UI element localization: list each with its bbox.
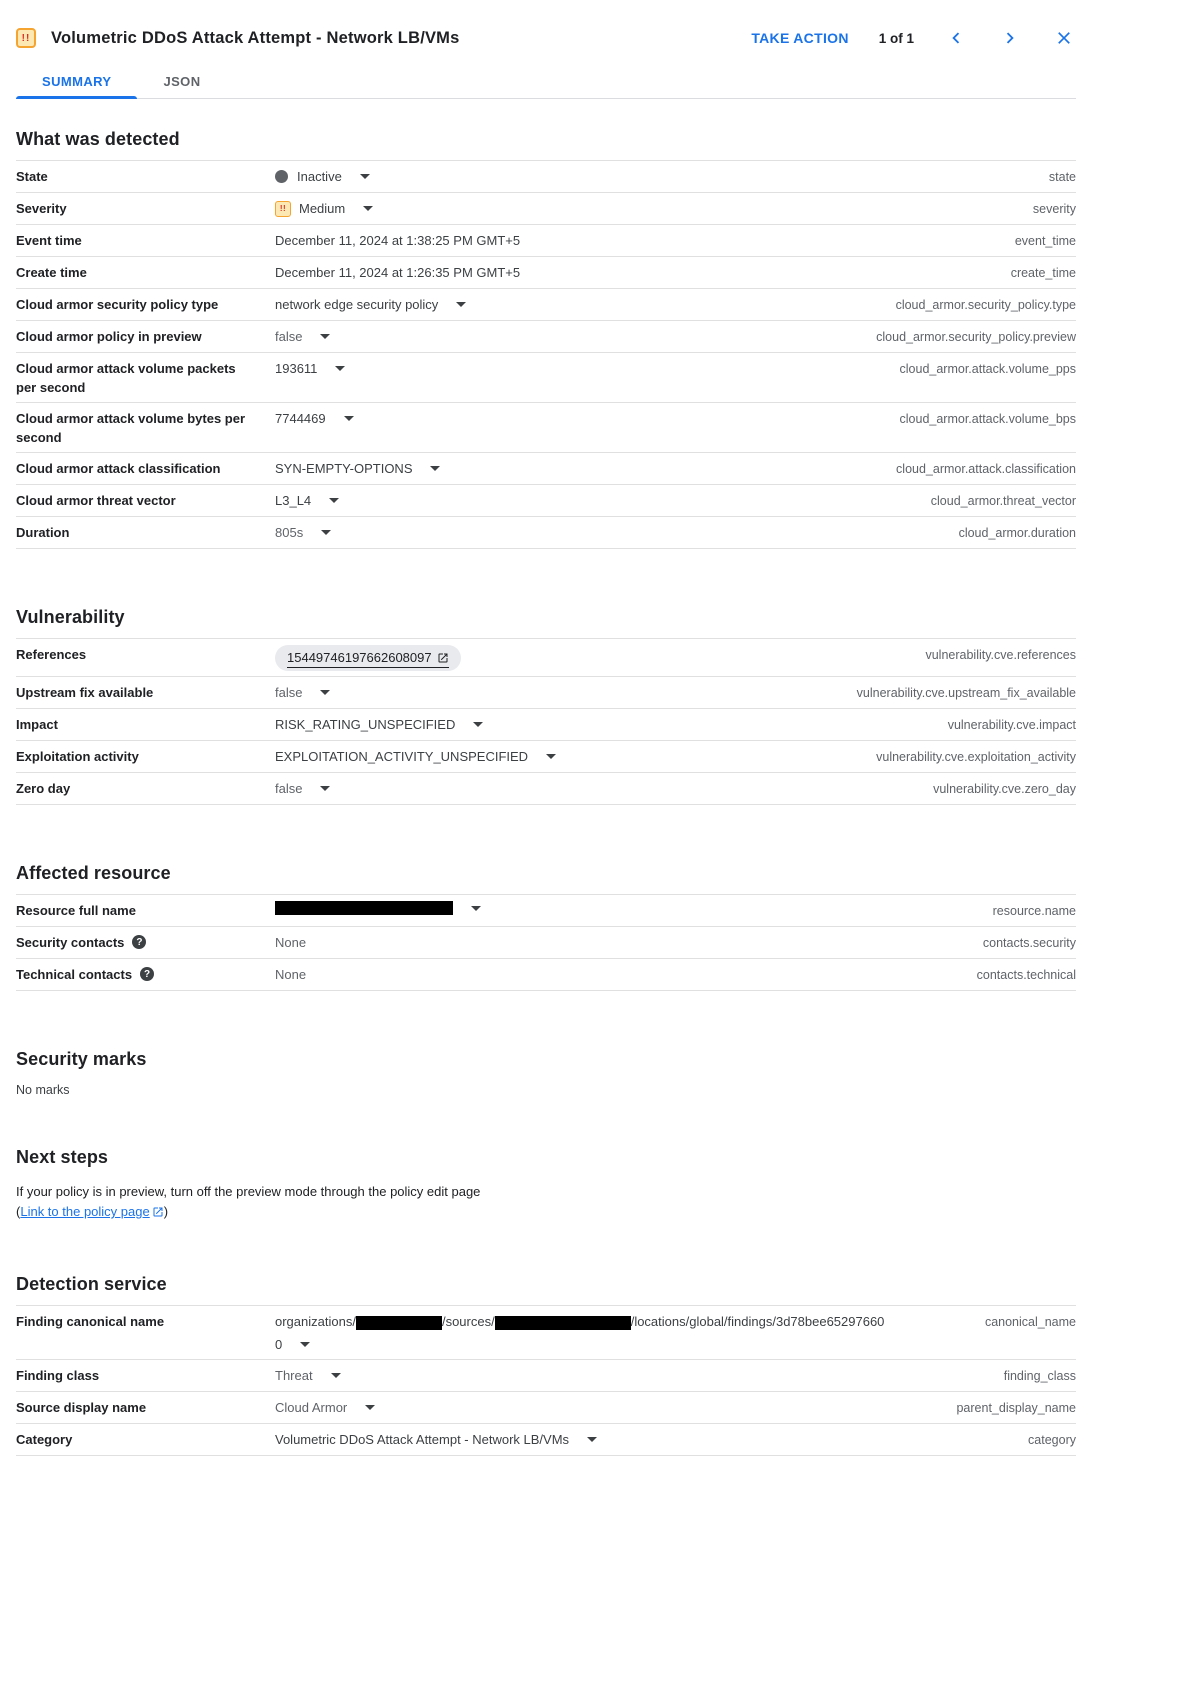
close-icon xyxy=(1054,28,1074,48)
row-value: organizations/ /sources/ /locations/global/findings/3d78bee65297660 0 xyxy=(275,1314,885,1352)
row-value: false xyxy=(275,329,303,344)
chevron-down-icon[interactable] xyxy=(430,466,440,471)
section-title-what-was-detected: What was detected xyxy=(16,129,180,149)
row-label: Cloud armor threat vector xyxy=(16,493,176,508)
attribute-key: cloud_armor.security_policy.preview xyxy=(876,330,1076,344)
row-value: None xyxy=(275,935,307,950)
table-row-category xyxy=(16,1424,1076,1456)
row-label: Category xyxy=(16,1432,73,1447)
tab-summary[interactable]: SUMMARY xyxy=(16,64,137,98)
previous-finding-button[interactable] xyxy=(944,26,968,50)
row-value: 193611 xyxy=(275,361,318,376)
attribute-key: canonical_name xyxy=(984,1315,1076,1329)
row-label: Cloud armor attack volume bytes per second xyxy=(16,411,246,445)
row-label: Severity xyxy=(16,201,67,216)
chevron-left-icon xyxy=(945,27,967,49)
row-label: Duration xyxy=(16,525,70,540)
chevron-down-icon[interactable] xyxy=(300,1342,310,1347)
row-label: Zero day xyxy=(16,781,71,796)
row-label: Impact xyxy=(16,717,58,732)
row-label: Cloud armor attack volume packets per second xyxy=(16,361,236,395)
row-value: network edge security policy xyxy=(275,297,439,312)
attribute-key: cloud_armor.attack.volume_pps xyxy=(899,362,1076,376)
section-title-affected-resource: Affected resource xyxy=(16,863,171,883)
row-value: 7744469 xyxy=(275,411,326,426)
row-value: Medium xyxy=(299,201,346,216)
attribute-key: cloud_armor.security_policy.type xyxy=(895,298,1076,312)
table-row-volume-pps xyxy=(16,353,1076,403)
table-row-volume-bps xyxy=(16,403,1076,453)
chevron-down-icon[interactable] xyxy=(320,334,330,339)
attribute-key: vulnerability.cve.references xyxy=(925,648,1076,662)
medium-severity-icon: !! xyxy=(16,28,36,48)
row-value: EXPLOITATION_ACTIVITY_UNSPECIFIED xyxy=(275,749,529,764)
chevron-down-icon[interactable] xyxy=(344,416,354,421)
attribute-key: parent_display_name xyxy=(956,1401,1076,1415)
table-row-attack-classification xyxy=(16,453,1076,485)
close-panel-button[interactable] xyxy=(1052,26,1076,50)
attribute-key: create_time xyxy=(1010,266,1076,280)
section-title-security-marks: Security marks xyxy=(16,1049,147,1069)
row-label: Security contacts xyxy=(16,935,125,950)
chevron-down-icon[interactable] xyxy=(363,206,373,211)
row-label: References xyxy=(16,647,87,662)
row-value: false xyxy=(275,685,303,700)
row-label: Exploitation activity xyxy=(16,749,139,764)
attribute-key: cloud_armor.attack.volume_bps xyxy=(899,412,1076,426)
attribute-key: contacts.security xyxy=(982,936,1076,950)
section-title-next-steps: Next steps xyxy=(16,1147,109,1167)
help-icon[interactable]: ? xyxy=(132,935,146,949)
tab-json[interactable]: JSON xyxy=(137,64,226,98)
redacted-resource-name xyxy=(275,901,453,915)
open-in-new-icon xyxy=(152,1206,164,1218)
attribute-key: vulnerability.cve.impact xyxy=(947,718,1076,732)
tab-bar xyxy=(16,64,1076,99)
state-inactive-icon xyxy=(275,170,288,183)
redacted-organization-id xyxy=(356,1316,442,1330)
chevron-down-icon[interactable] xyxy=(320,690,330,695)
row-value: L3_L4 xyxy=(275,493,312,508)
row-value: 805s xyxy=(275,525,304,540)
table-row-create-time xyxy=(16,257,1076,289)
row-label: Create time xyxy=(16,265,87,280)
row-label: Finding class xyxy=(16,1368,100,1383)
table-row-technical-contacts xyxy=(16,959,1076,991)
chevron-down-icon[interactable] xyxy=(471,906,481,911)
table-row-state xyxy=(16,161,1076,193)
attribute-key: vulnerability.cve.upstream_fix_available xyxy=(856,686,1076,700)
row-value: Threat xyxy=(275,1368,313,1383)
table-row-resource-name xyxy=(16,895,1076,927)
row-label: Resource full name xyxy=(16,903,136,918)
attribute-key: finding_class xyxy=(1003,1369,1076,1383)
row-value: Volumetric DDoS Attack Attempt - Network LB/VMs xyxy=(275,1432,570,1447)
table-row-exploitation-activity xyxy=(16,741,1076,773)
table-row-policy-preview xyxy=(16,321,1076,353)
pagination-label: 1 of 1 xyxy=(878,30,914,46)
chevron-down-icon[interactable] xyxy=(365,1405,375,1410)
affected-resource-table xyxy=(16,894,1076,991)
attribute-key: state xyxy=(1048,170,1076,184)
table-row-severity xyxy=(16,193,1076,225)
next-steps-text: If your policy is in preview, turn off the preview mode through the policy edit page (Link to the policy page ) xyxy=(16,1184,481,1219)
row-label: State xyxy=(16,169,48,184)
table-row-finding-class xyxy=(16,1360,1076,1392)
chevron-down-icon[interactable] xyxy=(320,786,330,791)
table-row-source-display-name xyxy=(16,1392,1076,1424)
detected-table xyxy=(16,160,1076,549)
row-value: RISK_RATING_UNSPECIFIED xyxy=(275,717,456,732)
attribute-key: category xyxy=(1028,1433,1076,1447)
finding-header xyxy=(16,0,1076,50)
medium-severity-icon: !! xyxy=(275,201,291,217)
chevron-down-icon[interactable] xyxy=(335,366,345,371)
help-icon[interactable]: ? xyxy=(140,967,154,981)
section-title-vulnerability: Vulnerability xyxy=(16,607,125,627)
table-row-zero-day xyxy=(16,773,1076,805)
chevron-down-icon[interactable] xyxy=(321,530,331,535)
detection-service-table xyxy=(16,1305,1076,1456)
row-label: Event time xyxy=(16,233,82,248)
take-action-button[interactable]: TAKE ACTION xyxy=(751,30,849,46)
row-value: Cloud Armor xyxy=(275,1400,348,1415)
chevron-right-icon xyxy=(999,27,1021,49)
row-label: Upstream fix available xyxy=(16,685,154,700)
vulnerability-table xyxy=(16,638,1076,805)
row-label: Finding canonical name xyxy=(16,1314,165,1329)
table-row-canonical-name xyxy=(16,1306,1076,1360)
attribute-key: severity xyxy=(1032,202,1076,216)
attribute-key: cloud_armor.attack.classification xyxy=(896,462,1076,476)
chevron-down-icon[interactable] xyxy=(331,1373,341,1378)
open-in-new-icon xyxy=(437,652,449,664)
attribute-key: cloud_armor.duration xyxy=(958,526,1076,540)
row-label: Cloud armor attack classification xyxy=(16,461,221,476)
row-label: Source display name xyxy=(16,1400,147,1415)
attribute-key: contacts.technical xyxy=(976,968,1076,982)
chevron-down-icon[interactable] xyxy=(546,754,556,759)
row-label: Cloud armor policy in preview xyxy=(16,329,202,344)
chevron-down-icon[interactable] xyxy=(587,1437,597,1442)
row-label: Cloud armor security policy type xyxy=(16,297,219,312)
attribute-key: vulnerability.cve.exploitation_activity xyxy=(876,750,1076,764)
table-row-upstream-fix xyxy=(16,677,1076,709)
chevron-down-icon[interactable] xyxy=(360,174,370,179)
row-value: Inactive xyxy=(297,169,342,184)
reference-id: 15449746197662608097 xyxy=(287,650,432,665)
table-row-duration xyxy=(16,517,1076,549)
reference-chip[interactable] xyxy=(275,645,461,671)
row-value: December 11, 2024 at 1:26:35 PM GMT+5 xyxy=(275,265,521,280)
page-title: Volumetric DDoS Attack Attempt - Network LB/VMs xyxy=(51,28,460,47)
chevron-down-icon[interactable] xyxy=(329,498,339,503)
section-title-detection-service: Detection service xyxy=(16,1274,167,1294)
row-value: December 11, 2024 at 1:38:25 PM GMT+5 xyxy=(275,233,521,248)
table-row-event-time xyxy=(16,225,1076,257)
next-finding-button[interactable] xyxy=(998,26,1022,50)
table-row-threat-vector xyxy=(16,485,1076,517)
attribute-key: resource.name xyxy=(992,904,1076,918)
attribute-key: vulnerability.cve.zero_day xyxy=(933,782,1076,796)
table-row-security-contacts xyxy=(16,927,1076,959)
redacted-source-id xyxy=(495,1316,631,1330)
row-value: SYN-EMPTY-OPTIONS xyxy=(275,461,413,476)
table-row-references xyxy=(16,639,1076,677)
row-value: false xyxy=(275,781,303,796)
no-marks-text: No marks xyxy=(16,1083,70,1097)
policy-page-link[interactable]: Link to the policy page xyxy=(20,1204,163,1219)
attribute-key: event_time xyxy=(1014,234,1076,248)
table-row-impact xyxy=(16,709,1076,741)
chevron-down-icon[interactable] xyxy=(456,302,466,307)
chevron-down-icon[interactable] xyxy=(473,722,483,727)
table-row-policy-type xyxy=(16,289,1076,321)
row-value: None xyxy=(275,967,307,982)
attribute-key: cloud_armor.threat_vector xyxy=(930,494,1076,508)
row-label: Technical contacts xyxy=(16,967,133,982)
